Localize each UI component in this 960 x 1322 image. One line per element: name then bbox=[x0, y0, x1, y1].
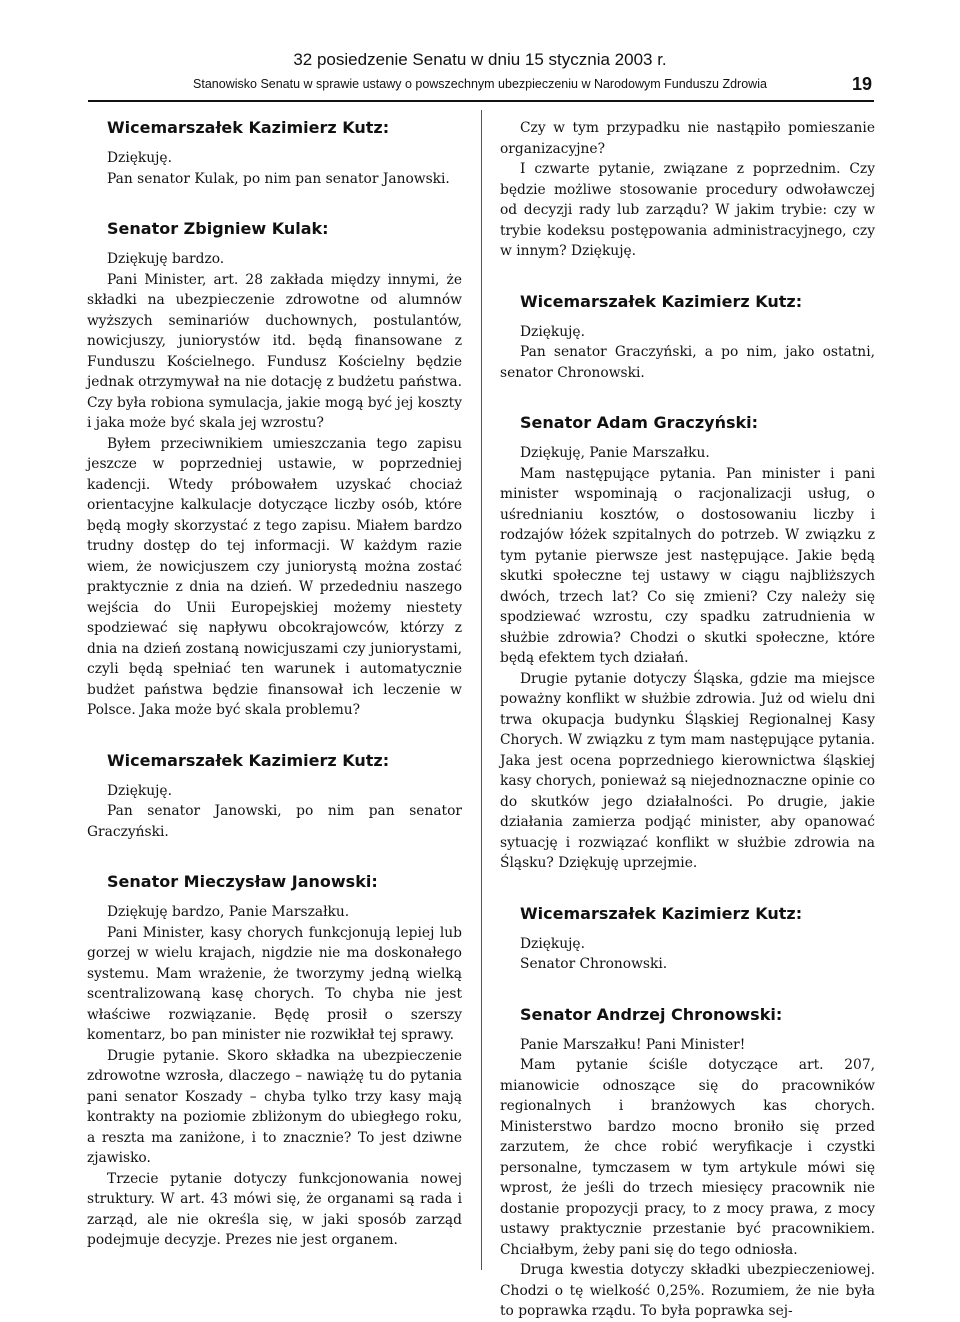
speech-paragraph: Panie Marszałku! Pani Minister! bbox=[520, 1036, 746, 1053]
section-gap bbox=[500, 383, 875, 413]
page-header-subtitle: Stanowisko Senatu w sprawie ustawy o powszechnym ubezpieczeniu w Narodowym Funduszu Zdrowia bbox=[193, 77, 767, 91]
speech-paragraph: Senator Chronowski. bbox=[520, 956, 668, 972]
speaker-heading: Wicemarszałek Kazimierz Kutz: bbox=[520, 291, 803, 311]
column-divider bbox=[481, 110, 482, 1270]
right-column bbox=[500, 118, 875, 1322]
speech-paragraph: Dziękuję bardzo, Panie Marszałku. bbox=[107, 904, 350, 920]
speech-paragraph: Dziękuję. bbox=[107, 150, 172, 166]
speaker-heading: Wicemarszałek Kazimierz Kutz: bbox=[107, 750, 390, 770]
section-gap bbox=[87, 189, 462, 219]
speech-paragraph: Pan senator Graczyński, a po nim, jako ostatni, senator Chronowski. bbox=[500, 344, 875, 381]
speech-paragraph: Mam następujące pytania. Pan minister i pani minister wspominają o racjonalizacji usług, o uśrednianiu kosztów, o dostosowaniu liczby i rodzajów łóżek szpitalnych do potrzeb. W związku z tym pytanie pierwsze jest następujące. Jakie będą skutki społeczne tej ustawy w ciągu najbliższych dwóch, trzech lat? Co się zmieni? Czy należy się spodziewać wzrostu, czy spadku zatrudnienia w służbie zdrowia? Chodzi o skutki społeczne, które będą efektem tych działań. bbox=[500, 465, 875, 666]
speech-block bbox=[500, 118, 875, 262]
speech-paragraph: Dziękuję. bbox=[520, 323, 585, 340]
speech-block bbox=[87, 872, 462, 1251]
speech-paragraph: Pani Minister, kasy chorych funkcjonują lepiej lub gorzej w wielu krajach, nigdzie nie ma doskonałego systemu. Mam wrażenie, że tworzymy jedną wielką scentralizowaną kasę chorych. To chyba nie jest właściwe rozwiązanie. Będę prosił o szerszy komentarz, bo pan minister nie rozwikłał tej sprawy. bbox=[87, 924, 462, 1043]
left-column bbox=[87, 118, 462, 1251]
speech-paragraph: Czy w tym przypadku nie nastąpiło pomieszanie organizacyjne? bbox=[500, 120, 875, 157]
page-number: 19 bbox=[851, 74, 872, 94]
section-gap bbox=[500, 262, 875, 292]
speaker-heading: Senator Zbigniew Kulak: bbox=[107, 219, 329, 238]
speech-block bbox=[87, 751, 462, 843]
speech-paragraph: Dziękuję, Panie Marszałku. bbox=[520, 445, 710, 461]
speech-block bbox=[500, 904, 875, 975]
speech-paragraph: Dziękuję bardzo. bbox=[107, 251, 225, 267]
speech-paragraph: Trzecie pytanie dotyczy funkcjonowania nowej struktury. W art. 43 mówi się, że organami są rada i zarząd, ale nie określa się, w jaki sposób zarząd podejmuje decyzje. Prezes nie jest organem. bbox=[87, 1170, 462, 1248]
speech-paragraph: Drugie pytanie dotyczy Śląska, gdzie ma miejsce poważny konflikt w służbie zdrowia. Już od wielu dni trwa okupacja budynku Śląskiej Regionalnej Kasy Chorych. W związku z tym mam następujące pytania. Jaka jest ocena poprzedniego kierownictwa śląskiej kasy chorych, ponieważ są niejednoznaczne opinie co do skutków jego działalności. Po drugie, jakie działania zamierza podjąć minister, aby opanować sytuację i rozwiązać konflikt w służbie zdrowia na Śląsku? Dziękuję uprzejmie. bbox=[500, 670, 875, 871]
speech-block bbox=[500, 1005, 875, 1322]
header-rule bbox=[88, 100, 874, 102]
speaker-heading: Senator Adam Graczyński: bbox=[520, 413, 759, 432]
speaker-heading: Wicemarszałek Kazimierz Kutz: bbox=[520, 903, 803, 923]
speech-paragraph: Druga kwestia dotyczy składki ubezpieczeniowej. Chodzi o tę wielkość 0,25%. Rozumiem, że nie była to poprawka rządu. To była poprawka sej- bbox=[500, 1262, 875, 1319]
speech-block bbox=[500, 292, 875, 384]
speaker-heading: Senator Andrzej Chronowski: bbox=[520, 1004, 783, 1024]
speech-paragraph: Drugie pytanie. Skoro składka na ubezpieczenie zdrowotne wzrosła, dlaczego – nawiążę tu do pytania pani senator Koszady – chyba tylko trzy kasy mają kontrakty na poziomie zbliżonym do ubiegłego roku, a reszta ma zaniżone, i to znacznie? To jest dziwne zjawisko. bbox=[87, 1047, 462, 1166]
speech-block bbox=[87, 118, 462, 189]
speech-paragraph: Byłem przeciwnikiem umieszczania tego zapisu jeszcze w poprzedniej ustawie, w poprzedniej kadencji. Wtedy próbowałem uzyskać chociaż orientacyjne kalkulacje dotyczące liczby osób, które będą mogły skorzystać z tego zapisu. Miałem bardzo trudny dostęp do tej informacji. W każdym razie wiem, że nowicjuszem czy juniorystą można zostać praktycznie z dnia na dzień. W przededniu naszego wejścia do Unii Europejskiej możemy niestety spodziewać się napływu obcokrajowców, którzy z dnia na dzień zostaną nowicjuszami czy juniorystami, czyli będą spełniać ten warunek i automatycznie budżet państwa będzie finansował ich leczenie w Polsce. Jaka może być skala problemu? bbox=[87, 435, 462, 718]
section-gap bbox=[500, 975, 875, 1005]
speech-paragraph: Dziękuję. bbox=[520, 935, 585, 952]
section-gap bbox=[87, 842, 462, 872]
speech-paragraph: Pani Minister, art. 28 zakłada między innymi, że składki na ubezpieczenie zdrowotne od alumnów wyższych seminariów duchownych, postulantów, nowicjuszy, juniorystów itd. będą finansowane z Funduszu Kościelnego. Fundusz Kościelny będzie jednak otrzymywał na nie dotację z budżetu państwa. Czy była robiona symulacja, jakie mogą być jej koszty i jaka może być skala jej wzrostu? bbox=[87, 271, 463, 431]
speech-paragraph: Pan senator Janowski, po nim pan senator Graczyński. bbox=[87, 803, 462, 840]
speech-paragraph: I czwarte pytanie, związane z poprzednim. Czy będzie możliwe stosowanie procedury odwoławczej od decyzji rady lub zarządu? W jakim trybie: czy w trybie kodeksu postępowania administracyjnego, czy w innym? Dziękuję. bbox=[500, 161, 875, 259]
speech-block bbox=[87, 219, 462, 721]
speech-paragraph: Dziękuję. bbox=[107, 782, 172, 799]
section-gap bbox=[87, 721, 462, 751]
speech-paragraph: Mam pytanie ściśle dotyczące art. 207, mianowicie odnoszące się do pracowników regionalnych i branżowych kas chorych. Ministerstwo bardzo mocno broniło się przed zarzutem, że chce robić weryfikacje i czystki personalne, tymczasem w tym artykule mówi się wprost, że jeśli do trzech miesięcy pracownik nie dostanie propozycji pracy, to z mocy prawa, z mocy ustawy praktycznie przestanie być pracownikiem. Chciałbym, żeby pani się do tego odniosła. bbox=[500, 1057, 875, 1258]
page-header-title: 32 posiedzenie Senatu w dniu 15 stycznia 2003 r. bbox=[293, 50, 667, 69]
speaker-heading: Senator Mieczysław Janowski: bbox=[107, 872, 378, 891]
speaker-heading: Wicemarszałek Kazimierz Kutz: bbox=[107, 118, 390, 137]
section-gap bbox=[500, 874, 875, 904]
speech-block bbox=[500, 413, 875, 874]
speech-paragraph: Pan senator Kulak, po nim pan senator Janowski. bbox=[107, 170, 450, 187]
